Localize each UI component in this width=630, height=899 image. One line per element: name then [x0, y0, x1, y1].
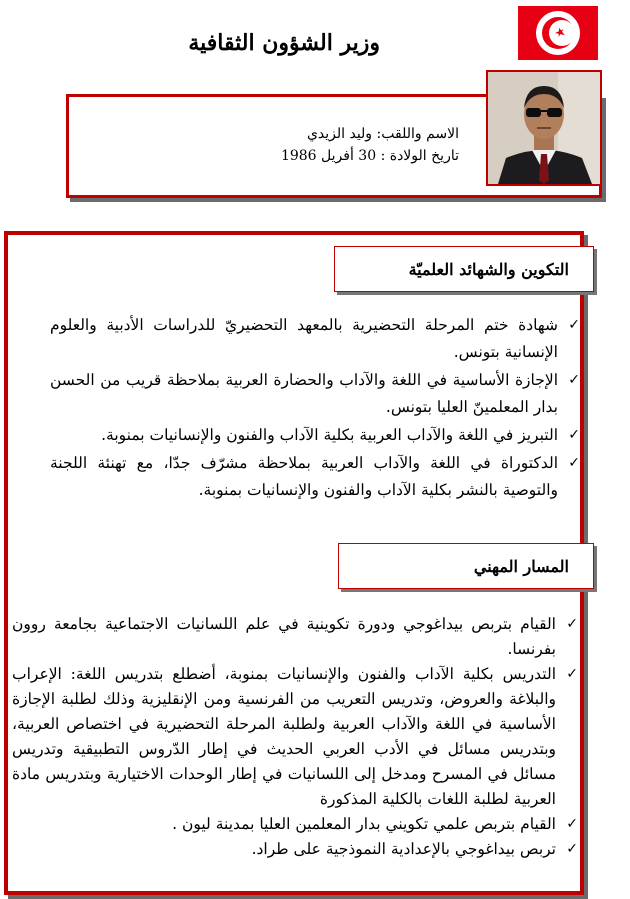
identity-lines	[269, 123, 459, 167]
name-line: الاسم واللقب: وليد الزيدي	[306, 126, 459, 142]
flag-emblem	[531, 6, 585, 60]
career-section-heading	[338, 543, 594, 589]
portrait-photo	[486, 70, 602, 186]
check-arrow-icon: ✓	[568, 455, 580, 471]
list-item: ✓ التدريس بكلية الآداب والفنون والإنسانيات بمنوبة، أضطلع بتدريس اللغة: الإعراب والبلاغة والعروض، وتدريس التعريب من الفرنسية ومن الإنقليزية وذلك لطلبة الإجازة الأساسية في اللغة والآداب العربية ولطلبة المرحلة التحضيرية في اختصاص العربية، وبتدريس مسائل في الأدب العربي الحديث في إطار الدّروس التطبيقية وتدريس مسائل في المسرح ومدخل إلى اللسانيات في إطار الوحدات الاختيارية وبتدريس مادة العربية لطلبة اللغات بالكلية المذكورة	[12, 662, 578, 812]
career-heading-text: المسار المهني	[473, 556, 569, 576]
check-arrow-icon: ✓	[566, 666, 578, 682]
education-list	[50, 312, 580, 505]
education-section-heading	[334, 246, 594, 292]
check-arrow-icon: ✓	[568, 317, 580, 333]
list-item: ✓ القيام بتربص بيداغوجي ودورة تكوينية في علم اللسانيات الاجتماعية بجامعة روون بفرنسا.	[12, 612, 578, 662]
list-item: ✓ الإجازة الأساسية في اللغة والآداب والحضارة العربية بملاحظة قريب من الحسن بدار المعلمينّ العليا بتونس.	[50, 367, 580, 421]
list-item: ✓ شهادة ختم المرحلة التحضيرية بالمعهد التحضيريّ للدراسات الأدبية والعلوم الإنسانية بتونس.	[50, 312, 580, 366]
list-item: ✓ القيام بتربص علمي تكويني بدار المعلمين العليا بمدينة ليون .	[12, 812, 578, 837]
page-title: وزير الشؤون الثقافية	[188, 30, 380, 56]
career-list	[12, 612, 578, 862]
education-heading-text: التكوين والشهائد العلميّة	[408, 259, 569, 279]
birth-date-line: تاريخ الولادة : 30 أفريل 1986	[280, 148, 459, 164]
list-item: ✓ تربص بيداغوجي بالإعدادية النموذجية على طراد.	[12, 837, 578, 862]
check-arrow-icon: ✓	[566, 816, 578, 832]
check-arrow-icon: ✓	[568, 372, 580, 388]
portrait-illustration	[488, 72, 600, 184]
list-item: ✓ التبريز في اللغة والآداب العربية بكلية الآداب والفنون والإنسانيات بمنوبة.	[50, 422, 580, 449]
check-arrow-icon: ✓	[566, 616, 578, 632]
list-item: ✓ الدكتوراة في اللغة والآداب العربية بملاحظة مشرّف جدّا، مع تهنئة اللجنة والتوصية بالنشر بكلية الآداب والفنون والإنسانيات بمنوبة.	[50, 450, 580, 504]
check-arrow-icon: ✓	[568, 427, 580, 443]
check-arrow-icon: ✓	[566, 841, 578, 857]
tunisia-flag-icon	[518, 6, 598, 60]
